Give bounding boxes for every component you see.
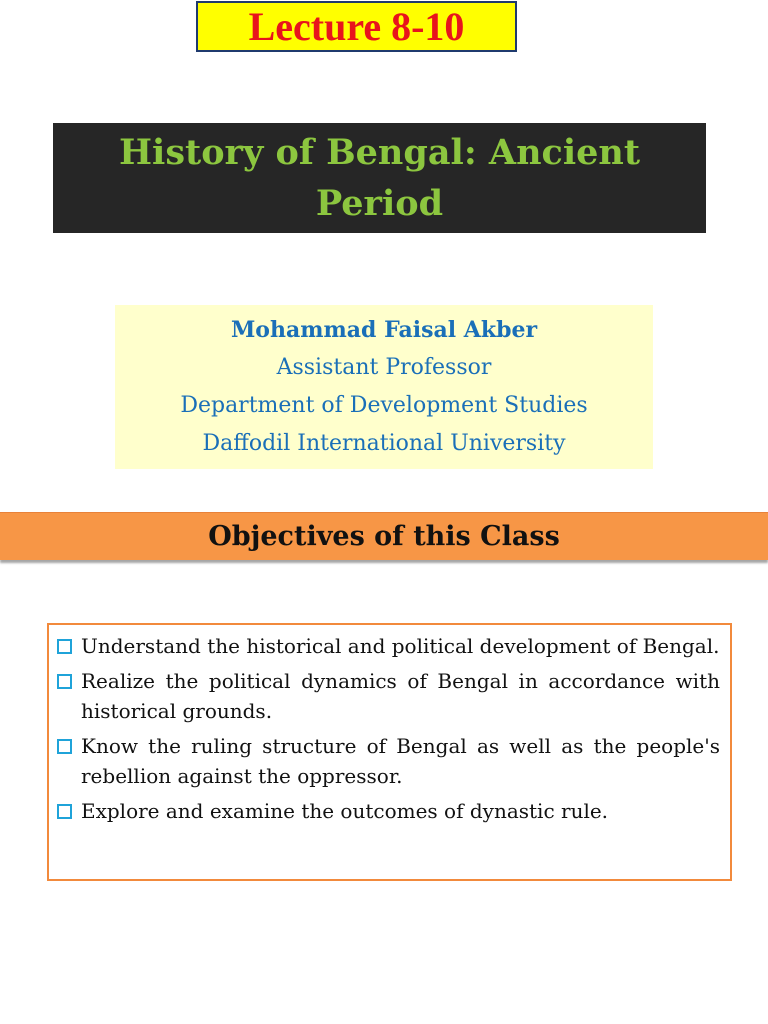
objectives-header <box>0 512 768 560</box>
lecture-label-box <box>196 1 517 52</box>
checkbox-bullet-icon <box>57 631 81 661</box>
objectives-heading: Objectives of this Class <box>208 521 560 552</box>
objectives-list <box>47 623 732 881</box>
list-item <box>57 796 720 826</box>
objective-text: Explore and examine the outcomes of dynastic rule. <box>81 799 609 823</box>
checkbox-bullet-icon <box>57 731 81 761</box>
checkbox-bullet-icon <box>57 796 81 826</box>
objective-text: Realize the political dynamics of Bengal in accordance with historical grounds. <box>81 669 720 723</box>
lecture-label: Lecture 8-10 <box>248 3 465 49</box>
checkbox-bullet-icon <box>57 666 81 696</box>
author-name: Mohammad Faisal Akber <box>230 317 538 343</box>
page-title: History of Bengal: Ancient Period <box>118 132 641 224</box>
author-position: Assistant Professor <box>276 355 492 380</box>
list-item <box>57 731 720 791</box>
objective-text: Know the ruling structure of Bengal as well as the people's rebellion against the oppressor. <box>81 734 720 788</box>
author-department: Department of Development Studies <box>180 393 588 418</box>
author-info-box <box>115 305 653 469</box>
author-university: Daffodil International University <box>202 431 566 456</box>
title-banner <box>53 123 706 233</box>
objective-text: Understand the historical and political development of Bengal. <box>81 634 720 658</box>
list-item <box>57 666 720 726</box>
list-item <box>57 631 720 661</box>
